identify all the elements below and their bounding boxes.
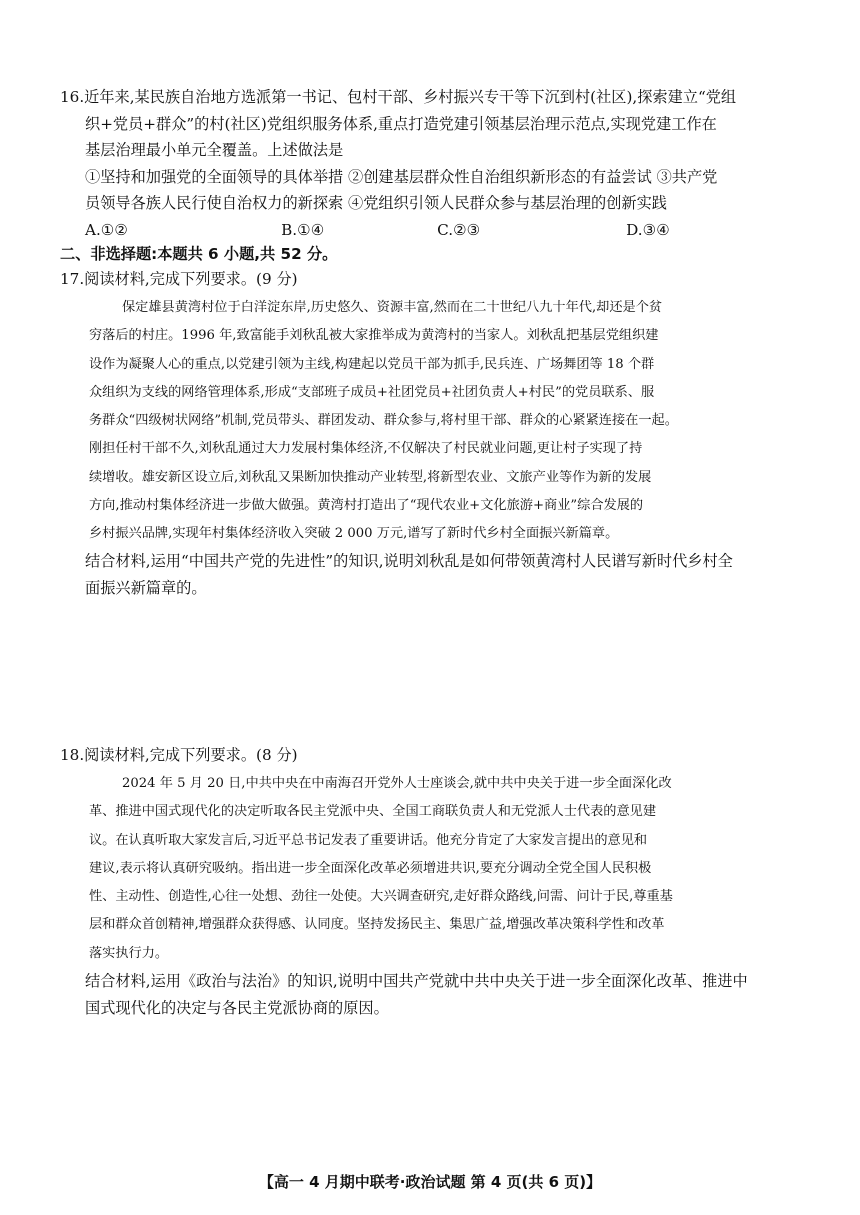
q18-question-line-1: 结合材料,运用《政治与法治》的知识,说明中国共产党就中共中央关于进一步全面深化改革、推进中 — [85, 972, 748, 990]
q16-statement-line-1: ①坚持和加强党的全面领导的具体举措 ②创建基层群众性自治组织新形态的有益尝试 ③共产党 — [85, 167, 718, 186]
q18-material — [60, 770, 800, 968]
q17-material — [60, 294, 800, 549]
q16-options — [60, 217, 800, 244]
q18-question — [60, 968, 800, 1021]
q16-option-c[interactable]: C.②③ — [437, 220, 481, 239]
q17-material-line: 方向,推动村集体经济进一步做大做强。黄湾村打造出了“现代农业+文化旅游+商业”综合发展的 — [89, 498, 644, 514]
q18-material-line: 性、主动性、创造性,心往一处想、劲往一处使。大兴调查研究,走好群众路线,问需、问计于民,尊重基 — [89, 889, 673, 905]
q17-material-line: 保定雄县黄湾村位于白洋淀东岸,历史悠久、资源丰富,然而在二十世纪八九十年代,却还是个贫 — [122, 300, 663, 315]
q17-material-line: 务群众“四级树状网络”机制,党员带头、群团发动、群众参与,将村里干部、群众的心紧紧连接在一起。 — [89, 413, 678, 429]
q18-title: 18.阅读材料,完成下列要求。(8 分) — [60, 746, 298, 764]
q18-question-line-2: 国式现代化的决定与各民主党派协商的原因。 — [85, 998, 389, 1017]
q17-material-line: 乡村振兴品牌,实现年村集体经济收入突破 2 000 万元,谱写了新时代乡村全面振兴新篇章。 — [89, 526, 619, 542]
question-16 — [60, 84, 800, 243]
q16-option-a[interactable]: A.①② — [85, 220, 129, 239]
page-footer: 【高一 4 月期中联考·政治试题 第 4 页(共 6 页)】 — [258, 1173, 602, 1191]
q17-title: 17.阅读材料,完成下列要求。(9 分) — [60, 270, 298, 288]
q18-material-line: 层和群众首创精神,增强群众获得感、认同度。坚持发扬民主、集思广益,增强改革决策科学性和改革 — [89, 917, 665, 933]
q17-question — [60, 548, 800, 601]
q17-question-line-2: 面振兴新篇章的。 — [85, 578, 207, 597]
q16-statement-line-2: 员领导各族人民行使自治权力的新探索 ④党组织引领人民群众参与基层治理的创新实践 — [85, 194, 667, 212]
q17-material-line: 刚担任村干部不久,刘秋乱通过大力发展村集体经济,不仅解决了村民就业问题,更让村子实现了持 — [89, 441, 643, 457]
q16-option-d[interactable]: D.③④ — [626, 220, 670, 239]
q18-material-line: 建议,表示将认真研究吸纳。指出进一步全面深化改革必须增进共识,要充分调动全党全国人民积极 — [89, 860, 652, 876]
q18-material-line: 落实执行力。 — [89, 945, 169, 961]
section-2-heading: 二、非选择题:本题共 6 小题,共 52 分。 — [60, 245, 338, 263]
q16-stem-line-3: 基层治理最小单元全覆盖。上述做法是 — [85, 141, 344, 159]
q18-material-line: 革、推进中国式现代化的决定听取各民主党派中央、全国工商联负责人和无党派人士代表的意见建 — [89, 804, 657, 820]
q17-material-line: 众组织为支线的网络管理体系,形成“支部班子成员+社团党员+社团负责人+村民”的党员联系、服 — [89, 384, 655, 400]
q17-material-line: 续增收。雄安新区设立后,刘秋乱又果断加快推动产业转型,将新型农业、文旅产业等作为新的发展 — [89, 469, 652, 485]
q18-material-line: 2024 年 5 月 20 日,中共中央在中南海召开党外人士座谈会,就中共中央关于进一步全面深化改 — [122, 776, 672, 791]
q16-option-b[interactable]: B.①④ — [281, 220, 325, 239]
q17-question-line-1: 结合材料,运用“中国共产党的先进性”的知识,说明刘秋乱是如何带领黄湾村人民谱写新时代乡村全 — [85, 552, 733, 570]
q17-material-line: 穷落后的村庄。1996 年,致富能手刘秋乱被大家推举成为黄湾村的当家人。刘秋乱把基层党组织建 — [89, 328, 659, 344]
q17-material-line: 设作为凝聚人心的重点,以党建引领为主线,构建起以党员干部为抓手,民兵连、广场舞团等 18 个群 — [89, 356, 655, 372]
q16-stem-line-2: 织+党员+群众”的村(社区)党组织服务体系,重点打造党建引领基层治理示范点,实现党建工作在 — [85, 114, 717, 133]
q16-stem-line-1: 16.近年来,某民族自治地方选派第一书记、包村干部、乡村振兴专干等下沉到村(社区),探索建立“党组 — [60, 88, 737, 106]
q18-material-line: 议。在认真听取大家发言后,习近平总书记发表了重要讲话。他充分肯定了大家发言提出的意见和 — [89, 832, 648, 848]
